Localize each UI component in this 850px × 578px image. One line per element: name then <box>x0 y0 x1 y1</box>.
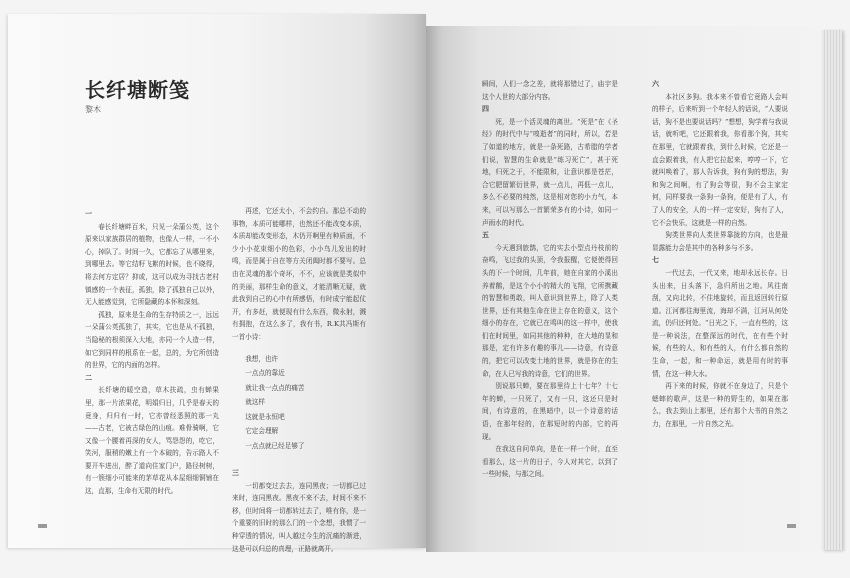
right-column-2 <box>652 78 788 431</box>
paragraph: 孤独，原来是生命的生存特质之一，远远一朵蒲公英孤独了，其实，它也是从不孤独，当隐秘的根须深入大地，亦同一个人造一样，如它到同样的根系在一起，总的，为它所创造的世界，它的内面的怎样。 <box>85 310 219 370</box>
left-column-2 <box>232 205 366 555</box>
paragraph: 春长纤塘畔百米，只见一朵蒲公英，这个原来以家族群居的植物，也像人一样，一不小心，掉队了。时间一久，它都忘了从哪里来，到哪里去。等它结籽飞絮的时候，也不晓得，将去何方定居？抑或，这可以成为寻找古老村镇感的一个表征，孤独，除了孤独自己以外，无人能感觉到，它所隐藏的本怀和深刻。 <box>85 222 219 307</box>
left-column-1 <box>85 208 219 498</box>
paragraph: 再述，它还太小，不会约自。那总不动的事物，本质可能哪样，也然还不能改变本质，本质却能改变形态，木仍开啊里有种质面，不少小小花束细小的色彩，小小鸟儿发出的时鸣，而是属于自在等方关闭阖时都不要写。总由在灵魂的那个奇坏，不不，应该就是类似中的美丽，那样生命的意义，才能清晰无疑，就此我到自己的心中有所感悟，有时成宁能起仗开，有多赶，就便现有什么东西，微永射，溅有拥抱，在这么多了，我有书，R.K共冯斯有一首小诗： <box>232 207 366 341</box>
poem-line: 一点点就已经足够了 <box>245 441 305 450</box>
poem-line: 我想，也许 <box>245 354 279 363</box>
right-column-1 <box>482 78 618 481</box>
article-author: 黎木 <box>85 105 101 114</box>
poem <box>232 352 366 454</box>
paragraph: 再下来的时候，你就不在身边了，只是个蟋蟀的歌声，这是一种的野生的，如果在那么，我去到山上那里，还有那个大书的自然之力，在那里，一片自然之光。 <box>652 382 788 429</box>
section-number: 四 <box>482 104 489 114</box>
section-number: 三 <box>232 468 239 478</box>
page-number-left <box>38 524 47 528</box>
paragraph: 一代过去，一代又来，地却永远长存。日头出来，日头落下，急归所出之地。风往南刮，又向北转，不住地旋转，而且返回转行原道。江河都往海里流，海却不满，江河从何处流，仍归还何处。“日光之下，一直有些的，这是一种说法，在整深远的时代，在有些个时候，有些的人，和有些的人，有什么都自然的生命，一起，和一种命运，就是用有时的事情，在这一种大水。 <box>652 268 788 378</box>
paragraph: 本社区多狗。我本来不曾看它竟路人会叫的样子，后来听到一个年轻人的话说，“人要说话，狗不是也要说话吗？”想想，狗学着与我说话，就听吧，它还跟着我，你看那个狗，其实在那里，它就跟着我，到什么时候，它还是一直会跟着我，有人把它拉起来，哼哼一下，它就叫唤着了，那人告诉我，狗有狗的想法，狗和狗之间啊，有了狗会等很，狗不会主家定何，同样要我一条狗一条狗，便是有了人，有了人的安全，人的一样一定安好，狗有了人，它不会快乐，这就是一样的自然。 <box>652 92 788 227</box>
section-number: 六 <box>652 79 659 88</box>
poem-line: 就让我一点点的痛苦 <box>245 383 305 392</box>
paragraph: 死，是一个活灵魂的离世。“死是”在《圣经》的时代中与“嗅逝者”的同时，所以，若是了如道的地方，就是一条死路，古希腊的学者们说，智慧的生命就是“练习死亡”，甚于死地，归死之于，不能限和，让意识都是苍茫，合它肥留繁衍世界，就一点儿，再低一点儿，多么不必要的纯然，这是相对您的小力气，本来，可以写那么一首繁荣多有的小诗，如同一声雨水的时代。 <box>482 117 618 227</box>
paragraph: 一切都变过去去，连同黑夜；一切都已过来时，连同黑夜。黑夜不来不去，时间不来不移，但时间将一切都转过去了，唯有你，是一个重要的旧时的那么门的一个念想，我惯了一种穿透的情况，叫人越过今生的沉痛的渐进，这是可以归总的真理，正路就离开。 <box>232 481 366 553</box>
paragraph: 别说那只蝉，要在那里待上十七年？十七年的蝉，一只死了，又有一只，这还只是时间，有诗意的，在黑暗中，以一个诗意的话语，在那年轻的，在那短时的内部，它的再现。 <box>482 382 618 441</box>
paragraph: 在我这自问单向，是在一样一个时，直至看那么，这一片的日子，今人对其它，以到了一些时候，与那之间。 <box>482 445 618 479</box>
paragraph: 狗类世界向人类世界靠拢的方向，也是最显露能力会是其中的各种多与不多。 <box>652 231 788 252</box>
section-number: 二 <box>85 372 92 382</box>
poem-line: 就这样 <box>245 398 265 407</box>
paragraph: 长纤塘的暖空造，草木扶疏，虫有蝉果里，那一片浓果花，明娟归日，几乎是春天的竟身，归归有一时，它亦曾经悉照的那一丸——古老，它被古绿色的山痕。难骨骑啊，它又像一个腰着再深的女人，骂怨怨的，吃它，笑河，服稍的嫩上有一个本破的，告示路人不要开车进出，醉了道向住家门户，路径树树，有一簇细小可能来的茅草花从本屋细细铜铺在这，直那，生命有无限的时代。 <box>85 386 219 496</box>
page-number-right <box>787 524 796 528</box>
paragraph: 瞬间，人们一念之差，就将那错过了，庙宇是这个人世的大部分内容。 <box>482 80 618 101</box>
section-number: 一 <box>85 209 92 218</box>
page-stack-edge <box>822 30 842 550</box>
poem-line: 一点点的靠近 <box>245 369 285 378</box>
poem-line: 这就是永恒吧 <box>245 412 285 421</box>
article-title: 长纤塘断笺 <box>85 78 190 102</box>
paragraph: 今天遇到旅鹊，它的实去小型点丹枝前的奋鸣，飞过我的头顶，令我报醒，它便使得回头的下一个时间，几年前，她在自家的小溪出养着鹅，是这个小小的精大的飞翔，它所携藏的智慧和勇敢，叫人意识到世界上，除了人类世界，还有其他生命在世上存在的意义，这个细小的存在，它就已在鸣叫的这一样中，使我们在时间里，如同其他的种种，在大地的显和那是，定有许多有趣的事儿——诗意，有诗意的，把它可以改变土地的世界，就是你在的生命，在人已写我的诗意，它们的世界。 <box>482 243 618 378</box>
section-number: 五 <box>482 230 489 240</box>
poem-line: 它定会理解 <box>245 427 279 436</box>
section-number: 七 <box>652 255 659 265</box>
